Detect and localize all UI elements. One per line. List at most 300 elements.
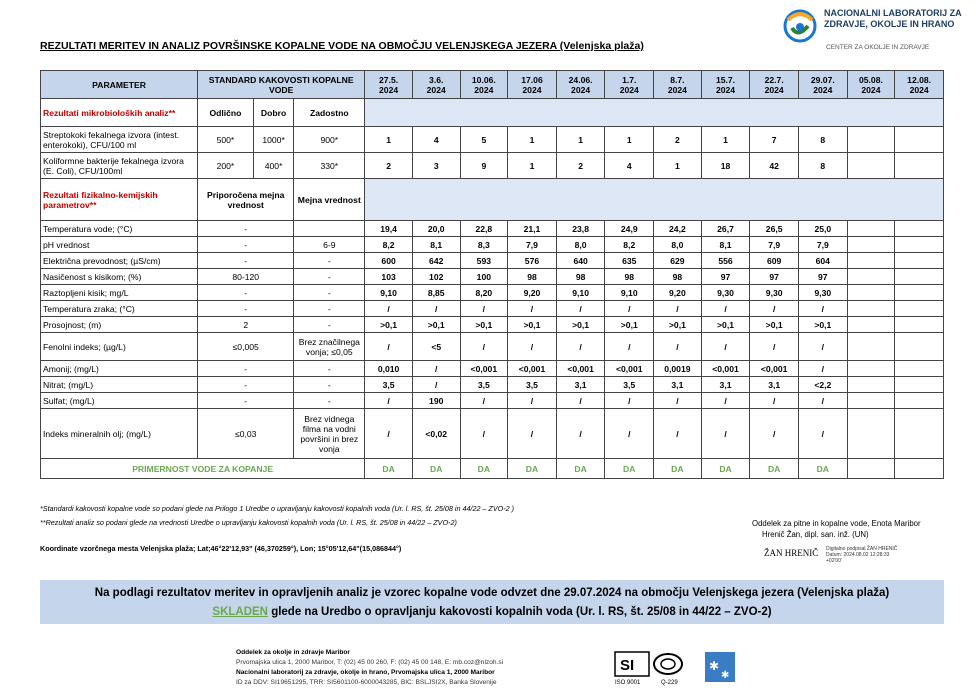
result-value: / — [798, 361, 847, 377]
result-value: 9,30 — [701, 285, 750, 301]
date-label: 12.08. — [907, 74, 932, 85]
result-value: / — [750, 409, 799, 459]
result-value: / — [460, 409, 508, 459]
result-value — [895, 317, 944, 333]
result-value: 9,10 — [365, 285, 413, 301]
result-value: 9,20 — [654, 285, 702, 301]
result-value: 22,8 — [460, 221, 508, 237]
phys-section-title: Rezultati fizikalno-kemijskih parametrov** — [41, 179, 198, 221]
signature-block — [752, 518, 921, 540]
phys-row — [41, 269, 944, 285]
sig-line-1: Digitalno podpisal ŽAN HRENIČ — [826, 546, 898, 552]
limit-value — [294, 221, 365, 237]
phys-standard-col-1: Priporočena mejna vrednost — [198, 179, 294, 221]
date-year: 2024 — [715, 84, 736, 95]
result-value: 1 — [605, 127, 654, 153]
result-value: 3,5 — [605, 377, 654, 393]
recommended-limit: - — [198, 285, 294, 301]
parameter-name: Koliformne bakterije fekalnega izvora (E. Coli), CFU/100ml — [41, 153, 198, 179]
note-results: **Rezultati analiz so podani glede na vrednosti Uredbe o upravljanju kakovosti kopalnih voda (Ur. l. RS, št. 25/08 in 44/22 – ZVO-2) — [40, 518, 457, 527]
result-value: 556 — [701, 253, 750, 269]
result-value — [847, 301, 895, 317]
result-value — [847, 269, 895, 285]
footer-ids: ID za DDV: SI19651295, TRR: SI5601100-6000043285, BIC: BSLJSI2X, Banka Slovenije — [236, 679, 497, 686]
result-value: 8,20 — [460, 285, 508, 301]
result-value: 1 — [508, 153, 557, 179]
result-value: <0,001 — [556, 361, 605, 377]
date-year: 2024 — [861, 84, 881, 95]
result-value: 98 — [605, 269, 654, 285]
result-value: >0,1 — [460, 317, 508, 333]
result-value: <0,02 — [412, 409, 460, 459]
suitability-value: DA — [605, 459, 654, 479]
phys-row — [41, 301, 944, 317]
micro-standard-col: Zadostno — [294, 99, 365, 127]
result-value — [895, 409, 944, 459]
micro-standard-col: Dobro — [253, 99, 294, 127]
parameter-name: Raztopljeni kisik; mg/L — [41, 285, 198, 301]
digital-signature-info — [826, 546, 897, 564]
phys-row — [41, 237, 944, 253]
result-value: 9,30 — [798, 285, 847, 301]
date-label: 1.7. — [622, 74, 637, 85]
result-value: / — [605, 393, 654, 409]
micro-standard-col: Odlično — [198, 99, 254, 127]
date-label: 24.06. — [568, 74, 593, 85]
note-standard: *Standardi kakovosti kopalne vode so podani glede na Prilogo 1 Uredbe o upravljanju kakovosti kopalnih voda (Ur. l. RS, št. 25/08 in 44/22 – ZVO-2 ) — [40, 504, 514, 513]
header-standard: STANDARD KAKOVOSTI KOPALNE VODE — [198, 71, 365, 99]
parameter-name: Nitrat; (mg/L) — [41, 377, 198, 393]
logo-subtitle: CENTER ZA OKOLJE IN ZDRAVJE — [826, 44, 930, 51]
result-value: 9,10 — [556, 285, 605, 301]
result-value: <0,001 — [605, 361, 654, 377]
recommended-limit: - — [198, 393, 294, 409]
result-value: 629 — [654, 253, 702, 269]
result-value — [847, 317, 895, 333]
result-value: 3,1 — [701, 377, 750, 393]
result-value: 42 — [750, 153, 799, 179]
result-value: 4 — [412, 127, 460, 153]
result-value — [895, 269, 944, 285]
result-value: 98 — [508, 269, 557, 285]
logo-line-2: ZDRAVJE, OKOLJE IN HRANO — [824, 19, 955, 29]
result-value — [895, 393, 944, 409]
date-label: 29.07. — [810, 74, 835, 85]
footer-org: Nacionalni laboratorij za zdravje, okolje in hrano, Prvomajska ulica 1, 2000 Maribor — [236, 669, 495, 676]
result-value: >0,1 — [365, 317, 413, 333]
date-header — [701, 71, 750, 99]
phys-section-row — [41, 179, 944, 221]
result-value: / — [556, 333, 605, 361]
date-year: 2024 — [909, 84, 929, 95]
result-value: <5 — [412, 333, 460, 361]
result-value: 7 — [750, 127, 799, 153]
result-value: >0,1 — [701, 317, 750, 333]
micro-row — [41, 153, 944, 179]
result-value: / — [365, 301, 413, 317]
standard-value: 200* — [198, 153, 254, 179]
nlzoh-logo — [780, 6, 975, 58]
recommended-limit: - — [198, 221, 294, 237]
result-value: 24,9 — [605, 221, 654, 237]
result-value: <0,001 — [750, 361, 799, 377]
results-table — [40, 70, 944, 479]
sig-line-3: +02'00' — [826, 558, 842, 564]
suitability-value: DA — [460, 459, 508, 479]
result-value: 1 — [654, 153, 702, 179]
suitability-row — [41, 459, 944, 479]
date-year: 2024 — [667, 84, 687, 95]
date-header — [412, 71, 460, 99]
result-value — [895, 377, 944, 393]
date-year: 2024 — [379, 84, 399, 95]
result-value — [847, 237, 895, 253]
result-value: 3,1 — [556, 377, 605, 393]
parameter-name: Fenolni indeks; (µg/L) — [41, 333, 198, 361]
result-value: / — [460, 333, 508, 361]
result-value: 9 — [460, 153, 508, 179]
result-value: 100 — [460, 269, 508, 285]
result-value: / — [654, 301, 702, 317]
result-value — [847, 153, 895, 179]
result-value: / — [750, 301, 799, 317]
standard-value: 900* — [294, 127, 365, 153]
result-value: / — [412, 361, 460, 377]
result-value: / — [365, 393, 413, 409]
date-header — [365, 71, 413, 99]
svg-text:SI: SI — [620, 657, 635, 674]
recommended-limit: ≤0,005 — [198, 333, 294, 361]
result-value: >0,1 — [798, 317, 847, 333]
date-header — [654, 71, 702, 99]
result-value: / — [701, 393, 750, 409]
result-value — [895, 333, 944, 361]
recommended-limit: ≤0,03 — [198, 409, 294, 459]
phys-row — [41, 409, 944, 459]
parameter-name: Nasičenost s kisikom; (%) — [41, 269, 198, 285]
result-value: 18 — [701, 153, 750, 179]
recommended-limit: - — [198, 377, 294, 393]
result-value: 640 — [556, 253, 605, 269]
coordinates: Koordinate vzorčnega mesta Velenjska plaža; Lat;46°22'12,93" (46,370259°), Lon; 15°05'12,64"(15,086844°) — [40, 544, 402, 553]
micro-section-row — [41, 99, 944, 127]
limit-value: - — [294, 377, 365, 393]
result-value: / — [798, 393, 847, 409]
result-value: / — [508, 301, 557, 317]
date-header — [847, 71, 895, 99]
result-value: 20,0 — [412, 221, 460, 237]
micro-section-title: Rezultati mikrobioloških analiz** — [41, 99, 198, 127]
result-value: / — [605, 301, 654, 317]
conclusion-line-2 — [40, 603, 944, 622]
result-value: 98 — [556, 269, 605, 285]
date-label: 05.08. — [858, 74, 883, 85]
conclusion-banner — [40, 580, 944, 624]
recommended-limit: - — [198, 253, 294, 269]
result-value: / — [605, 409, 654, 459]
result-value: 8,2 — [365, 237, 413, 253]
result-value: / — [365, 409, 413, 459]
result-value: / — [701, 409, 750, 459]
parameter-name: Prosojnost; (m) — [41, 317, 198, 333]
phys-row — [41, 377, 944, 393]
standard-value: 330* — [294, 153, 365, 179]
result-value: 97 — [750, 269, 799, 285]
date-year: 2024 — [426, 84, 446, 95]
result-value — [847, 333, 895, 361]
date-year: 2024 — [571, 84, 591, 95]
suitability-value: DA — [365, 459, 413, 479]
result-value: 24,2 — [654, 221, 702, 237]
result-value: / — [701, 301, 750, 317]
parameter-name: Električna prevodnost; (µS/cm) — [41, 253, 198, 269]
result-value: 593 — [460, 253, 508, 269]
suitability-value: DA — [508, 459, 557, 479]
limit-value: 6-9 — [294, 237, 365, 253]
result-value: 25,0 — [798, 221, 847, 237]
result-value: <0,001 — [508, 361, 557, 377]
result-value: 7,9 — [508, 237, 557, 253]
signature-name: ŽAN HRENIČ — [764, 548, 819, 558]
result-value: 3,5 — [365, 377, 413, 393]
result-value: 26,7 — [701, 221, 750, 237]
result-value: 1 — [365, 127, 413, 153]
limit-value: - — [294, 393, 365, 409]
recommended-limit: - — [198, 361, 294, 377]
sig-line-2: Datum: 2024.08.02 12:28:33 — [826, 552, 890, 558]
result-value: 604 — [798, 253, 847, 269]
result-value: 8,85 — [412, 285, 460, 301]
result-value: 9,30 — [750, 285, 799, 301]
result-value: 103 — [365, 269, 413, 285]
result-value: / — [556, 301, 605, 317]
result-value: 1 — [508, 127, 557, 153]
result-value — [847, 221, 895, 237]
result-value: <2,2 — [798, 377, 847, 393]
result-value: / — [798, 409, 847, 459]
result-value: / — [701, 333, 750, 361]
result-value: 1 — [556, 127, 605, 153]
result-value: 8,0 — [556, 237, 605, 253]
result-value: / — [460, 301, 508, 317]
sign-person: Hrenič Žan, dipl. san. inž. (UN) — [762, 530, 869, 539]
result-value: 4 — [605, 153, 654, 179]
result-value: 642 — [412, 253, 460, 269]
result-value — [847, 127, 895, 153]
suitability-value: DA — [556, 459, 605, 479]
header-row — [41, 71, 944, 99]
date-year: 2024 — [474, 84, 494, 95]
result-value: / — [798, 301, 847, 317]
result-value: 26,5 — [750, 221, 799, 237]
result-value: 23,8 — [556, 221, 605, 237]
result-value: / — [508, 333, 557, 361]
result-value: 7,9 — [798, 237, 847, 253]
limit-value: - — [294, 301, 365, 317]
result-value: 1 — [701, 127, 750, 153]
skladen-label: SKLADEN — [212, 606, 268, 618]
result-value: 190 — [412, 393, 460, 409]
suitability-value: DA — [750, 459, 799, 479]
date-header — [508, 71, 557, 99]
date-year: 2024 — [764, 84, 784, 95]
parameter-name: pH vrednost — [41, 237, 198, 253]
result-value: 8,1 — [412, 237, 460, 253]
result-value: 2 — [365, 153, 413, 179]
suitability-value: DA — [701, 459, 750, 479]
result-value: / — [508, 393, 557, 409]
result-value: 3 — [412, 153, 460, 179]
date-label: 10.06. — [471, 74, 496, 85]
result-value — [847, 377, 895, 393]
nlzoh-logo-icon — [780, 6, 822, 46]
date-header — [605, 71, 654, 99]
result-value: 8,0 — [654, 237, 702, 253]
date-year: 2024 — [619, 84, 639, 95]
svg-text:✱: ✱ — [721, 670, 730, 681]
result-value: 3,1 — [750, 377, 799, 393]
report-title: REZULTATI MERITEV IN ANALIZ POVRŠINSKE KOPALNE VODE NA OBMOČJU VELENJSKEGA JEZERA (Velenjska plaža) — [40, 40, 644, 52]
sign-department: Oddelek za pitne in kopalne vode, Enota Maribor — [752, 519, 921, 528]
result-value: 8,2 — [605, 237, 654, 253]
date-label: 8.7. — [670, 74, 685, 85]
result-value: 0,010 — [365, 361, 413, 377]
result-value: / — [605, 333, 654, 361]
phys-row — [41, 361, 944, 377]
logo-line-1: NACIONALNI LABORATORIJ ZA — [824, 8, 962, 18]
result-value — [847, 409, 895, 459]
parameter-name: Amonij; (mg/L) — [41, 361, 198, 377]
result-value: 9,20 — [508, 285, 557, 301]
date-header — [798, 71, 847, 99]
parameter-name: Streptokoki fekalnega izvora (intest. enterokoki), CFU/100 ml — [41, 127, 198, 153]
conclusion-text: glede na Uredbo o opravljanju kakovosti kopalnih voda (Ur. l. RS, št. 25/08 in 44/22 – ZVO-2) — [268, 606, 772, 618]
suitability-value: DA — [412, 459, 460, 479]
recommended-limit: - — [198, 301, 294, 317]
result-value: 97 — [701, 269, 750, 285]
date-label: 17.06 — [521, 74, 543, 85]
result-value: >0,1 — [654, 317, 702, 333]
svg-text:✱: ✱ — [709, 659, 720, 673]
date-header — [556, 71, 605, 99]
phys-row — [41, 221, 944, 237]
recommended-limit: 80-120 — [198, 269, 294, 285]
result-value — [847, 361, 895, 377]
suitability-value — [847, 459, 895, 479]
result-value — [895, 285, 944, 301]
limit-value: - — [294, 285, 365, 301]
result-value: 8 — [798, 127, 847, 153]
result-value: 3,5 — [508, 377, 557, 393]
section-blank — [365, 99, 944, 127]
result-value: / — [798, 333, 847, 361]
phys-row — [41, 393, 944, 409]
result-value: 7,9 — [750, 237, 799, 253]
limit-value: Brez vidnega filma na vodni površini in brez vonja — [294, 409, 365, 459]
result-value: / — [654, 409, 702, 459]
limit-value: - — [294, 317, 365, 333]
conclusion-line-1: Na podlagi rezultatov meritev in opravljenih analiz je vzorec kopalne vode odvzet dne 29.07.2024 na območju Velenjskega jezera (Velenjska plaža) — [94, 587, 890, 599]
certification-badges — [613, 650, 743, 688]
result-value: 609 — [750, 253, 799, 269]
phys-row — [41, 333, 944, 361]
result-value: 0,0019 — [654, 361, 702, 377]
date-label: 22.7. — [764, 74, 784, 85]
result-value: 8,1 — [701, 237, 750, 253]
result-value — [895, 153, 944, 179]
date-year: 2024 — [813, 84, 833, 95]
result-value: 21,1 — [508, 221, 557, 237]
result-value: <0,001 — [701, 361, 750, 377]
footer-address: Prvomajska ulica 1, 2000 Maribor, T: (02) 45 00 260, F: (02) 45 00 148, E: mb.coz@nlzoh.si — [236, 659, 504, 666]
result-value: / — [412, 301, 460, 317]
result-value — [895, 221, 944, 237]
result-value: >0,1 — [412, 317, 460, 333]
result-value: / — [750, 393, 799, 409]
suitability-label: PRIMERNOST VODE ZA KOPANJE — [41, 459, 365, 479]
date-label: 3.6. — [429, 74, 444, 85]
result-value: 576 — [508, 253, 557, 269]
date-header — [895, 71, 944, 99]
result-value: 3,5 — [460, 377, 508, 393]
result-value: / — [365, 333, 413, 361]
limit-value: - — [294, 269, 365, 285]
result-value: 102 — [412, 269, 460, 285]
result-value — [895, 127, 944, 153]
date-label: 27.5. — [379, 74, 399, 85]
limit-value: Brez značilnega vonja; ≤0,05 — [294, 333, 365, 361]
footer — [236, 648, 503, 688]
result-value: >0,1 — [556, 317, 605, 333]
result-value — [895, 253, 944, 269]
result-value: / — [654, 333, 702, 361]
result-value: 2 — [556, 153, 605, 179]
result-value: 8 — [798, 153, 847, 179]
result-value — [895, 237, 944, 253]
result-value: 3,1 — [654, 377, 702, 393]
q-label: Q-229 — [661, 680, 678, 686]
parameter-name: Sulfat; (mg/L) — [41, 393, 198, 409]
result-value: / — [412, 377, 460, 393]
result-value: / — [654, 393, 702, 409]
section-blank — [365, 179, 944, 221]
result-value: 5 — [460, 127, 508, 153]
result-value: 19,4 — [365, 221, 413, 237]
result-value: 635 — [605, 253, 654, 269]
parameter-name: Indeks mineralnih olj; (mg/L) — [41, 409, 198, 459]
result-value: <0,001 — [460, 361, 508, 377]
limit-value: - — [294, 361, 365, 377]
result-value: 9,10 — [605, 285, 654, 301]
result-value: / — [556, 393, 605, 409]
recommended-limit: 2 — [198, 317, 294, 333]
date-header — [460, 71, 508, 99]
result-value: >0,1 — [750, 317, 799, 333]
suitability-value: DA — [798, 459, 847, 479]
result-value: / — [750, 333, 799, 361]
phys-row — [41, 317, 944, 333]
result-value: 8,3 — [460, 237, 508, 253]
date-label: 15.7. — [715, 74, 736, 85]
date-year: 2024 — [522, 84, 542, 95]
result-value — [847, 285, 895, 301]
suitability-value — [895, 459, 944, 479]
result-value — [895, 301, 944, 317]
suitability-value: DA — [654, 459, 702, 479]
date-header — [750, 71, 799, 99]
header-parameter: PARAMETER — [41, 71, 198, 99]
result-value: >0,1 — [508, 317, 557, 333]
